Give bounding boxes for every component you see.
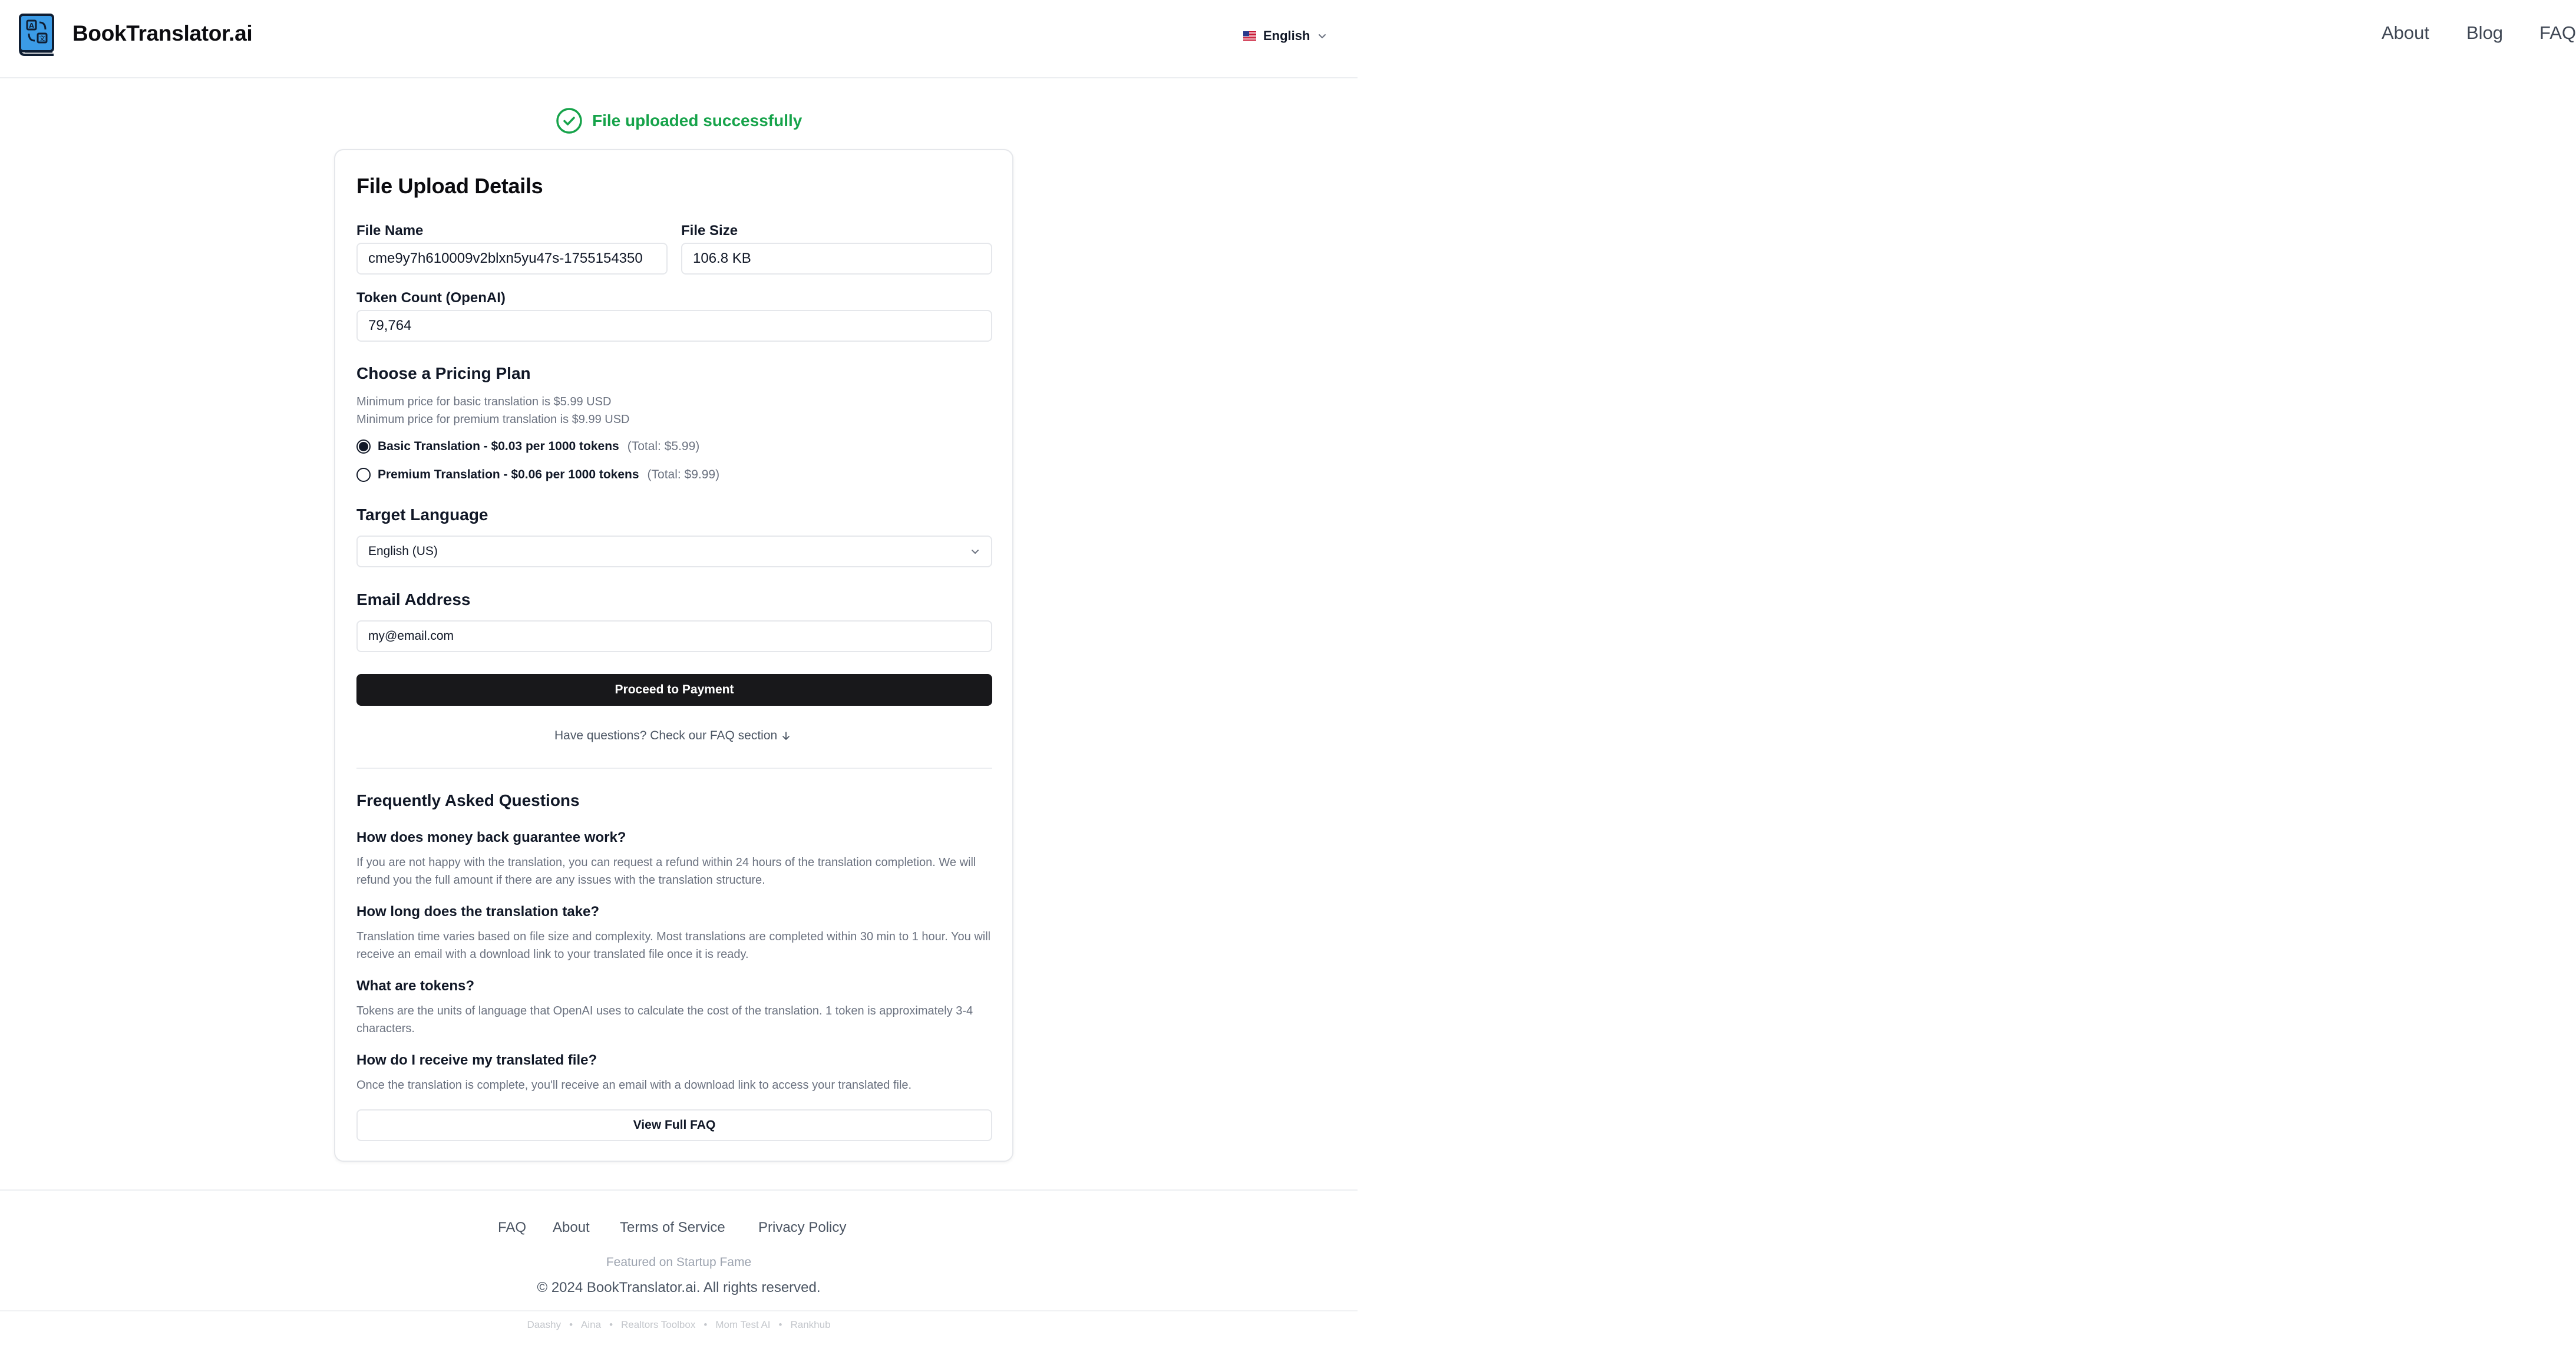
card-title: File Upload Details (356, 174, 543, 198)
chevron-down-icon (970, 546, 980, 557)
plan-option-basic[interactable] (356, 439, 699, 454)
language-selector[interactable] (1243, 27, 1327, 45)
copyright-text: © 2024 BookTranslator.ai. All rights reserved. (537, 1280, 821, 1295)
footer-privacy-link[interactable]: Privacy Policy (758, 1220, 847, 1235)
target-language-heading: Target Language (356, 505, 488, 524)
faq-help-text: Have questions? Check our FAQ section (554, 729, 778, 742)
partner-link[interactable]: Rankhub (790, 1319, 831, 1330)
target-language-select[interactable] (356, 536, 992, 567)
file-size-label: File Size (681, 223, 738, 239)
plan-basic-label: Basic Translation - $0.03 per 1000 tokens (378, 439, 619, 453)
partner-link[interactable]: Daashy (527, 1319, 562, 1330)
featured-on-link[interactable]: Featured on Startup Fame (606, 1255, 752, 1269)
svg-text:A: A (29, 22, 34, 29)
faq-heading: Frequently Asked Questions (356, 791, 580, 809)
footer-terms-link[interactable]: Terms of Service (620, 1220, 725, 1235)
separator-dot: • (704, 1319, 708, 1330)
faq-answer: If you are not happy with the translation, you can request a refund within 24 hours of the translation completion. We will refund you the full amount if there are any issues with the translation structure. (356, 856, 976, 887)
footer-divider (0, 1189, 1358, 1191)
email-input[interactable]: my@email.com (356, 620, 992, 652)
file-upload-details-card (334, 149, 1013, 1162)
file-name-field[interactable]: cme9y7h610009v2blxn5yu47s-1755154350 (356, 243, 668, 275)
separator-dot: • (569, 1319, 573, 1330)
plan-option-premium[interactable] (356, 468, 719, 482)
view-full-faq-button[interactable]: View Full FAQ (356, 1109, 992, 1141)
file-size-field[interactable]: 106.8 KB (681, 243, 992, 275)
faq-help-link[interactable] (554, 729, 791, 743)
token-count-field[interactable]: 79,764 (356, 310, 992, 342)
radio-premium[interactable] (356, 468, 371, 482)
footer-about-link[interactable]: About (553, 1220, 590, 1235)
arrow-down-icon (781, 731, 791, 741)
partner-link[interactable]: Aina (581, 1319, 602, 1330)
brand-name[interactable]: BookTranslator.ai (72, 21, 253, 45)
top-header (0, 0, 2576, 78)
plan-basic-total: (Total: $5.99) (627, 439, 700, 453)
faq-question: How long does the translation take? (356, 904, 600, 920)
pricing-heading: Choose a Pricing Plan (356, 364, 531, 382)
partner-links (0, 1319, 1358, 1331)
plan-premium-label: Premium Translation - $0.06 per 1000 tokens (378, 468, 639, 481)
faq-question: What are tokens? (356, 978, 475, 994)
faq-answer: Once the translation is complete, you'll receive an email with a download link to access your translated file. (356, 1079, 912, 1092)
faq-question: How does money back guarantee work? (356, 829, 626, 845)
language-label: English (1263, 28, 1310, 43)
upload-success-message (556, 107, 802, 134)
min-price-premium: Minimum price for premium translation is $9.99 USD (356, 413, 630, 426)
plan-premium-total: (Total: $9.99) (647, 468, 720, 481)
success-text: File uploaded successfully (592, 111, 802, 130)
faq-question: How do I receive my translated file? (356, 1052, 597, 1068)
target-language-value: English (US) (368, 544, 438, 558)
partner-link[interactable]: Mom Test AI (715, 1319, 771, 1330)
separator-dot: • (609, 1319, 613, 1330)
faq-answer: Tokens are the units of language that OpenAI uses to calculate the cost of the translation. 1 token is approximately 3-4 characters. (356, 1004, 973, 1035)
chevron-down-icon (1317, 31, 1327, 41)
min-price-basic: Minimum price for basic translation is $5.99 USD (356, 395, 612, 408)
check-circle-icon (556, 107, 583, 134)
section-divider (356, 768, 992, 769)
nav-about-link[interactable]: About (2382, 22, 2430, 43)
svg-text:文: 文 (39, 36, 45, 42)
radio-basic[interactable] (356, 439, 371, 454)
footer-divider-secondary (0, 1310, 1358, 1311)
footer-faq-link[interactable]: FAQ (498, 1220, 527, 1235)
partner-link[interactable]: Realtors Toolbox (621, 1319, 696, 1330)
file-name-label: File Name (356, 223, 424, 239)
nav-blog-link[interactable]: Blog (2466, 22, 2504, 43)
proceed-to-payment-button[interactable]: Proceed to Payment (356, 674, 992, 706)
faq-answer: Translation time varies based on file size and complexity. Most translations are completed within 30 min to 1 hour. You will receive an email with a download link to your translated file once it is ready. (356, 930, 991, 961)
token-count-label: Token Count (OpenAI) (356, 290, 506, 306)
separator-dot: • (778, 1319, 782, 1330)
email-heading: Email Address (356, 590, 471, 609)
us-flag-icon (1243, 31, 1256, 41)
nav-faq-link[interactable]: FAQ (2539, 22, 2576, 43)
book-logo-icon[interactable] (18, 13, 56, 57)
